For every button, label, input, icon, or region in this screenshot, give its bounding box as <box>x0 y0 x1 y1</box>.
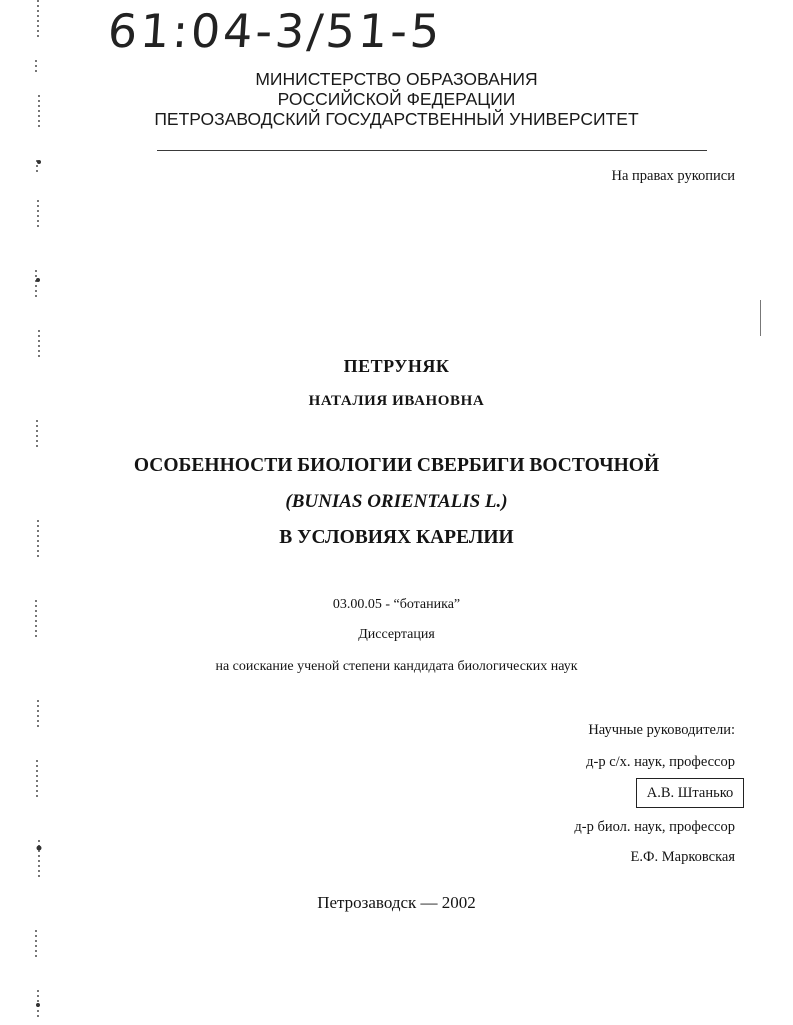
supervisor-1-name-box: А.В. Штанько <box>636 778 744 808</box>
thesis-title-latin: (BUNIAS ORIENTALIS L.) <box>285 491 508 512</box>
document-type: Диссертация <box>358 627 435 642</box>
supervisor-2-name: Е.Ф. Марковская <box>630 849 735 865</box>
thesis-title-line-3: В УСЛОВИЯХ КАРЕЛИИ <box>279 527 514 548</box>
degree-statement: на соискание ученой степени кандидата биологических наук <box>215 659 578 674</box>
manuscript-note: На правах рукописи <box>611 168 735 184</box>
scan-edge-mark <box>760 300 761 336</box>
thesis-title-line-1: ОСОБЕННОСТИ БИОЛОГИИ СВЕРБИГИ ВОСТОЧНОЙ <box>133 455 660 476</box>
author-surname: ПЕТРУНЯК <box>343 356 450 376</box>
author-given-names: НАТАЛИЯ ИВАНОВНА <box>308 393 485 409</box>
supervisors-heading: Научные руководители: <box>588 722 735 738</box>
handwritten-archive-number: 61:04-3/51-5 <box>106 4 445 58</box>
ministry-line-1: МИНИСТЕРСТВО ОБРАЗОВАНИЯ <box>255 69 538 89</box>
supervisor-1-title: д-р с/х. наук, профессор <box>586 754 735 770</box>
header-divider <box>157 150 707 151</box>
specialty-code: 03.00.05 - “ботаника” <box>332 597 461 612</box>
ministry-line-2: РОССИЙСКОЙ ФЕДЕРАЦИИ <box>277 89 516 109</box>
supervisor-2-title: д-р биол. наук, профессор <box>574 819 735 835</box>
university-name: ПЕТРОЗАВОДСКИЙ ГОСУДАРСТВЕННЫЙ УНИВЕРСИТЕТ <box>154 109 639 129</box>
city-year: Петрозаводск — 2002 <box>317 893 476 912</box>
